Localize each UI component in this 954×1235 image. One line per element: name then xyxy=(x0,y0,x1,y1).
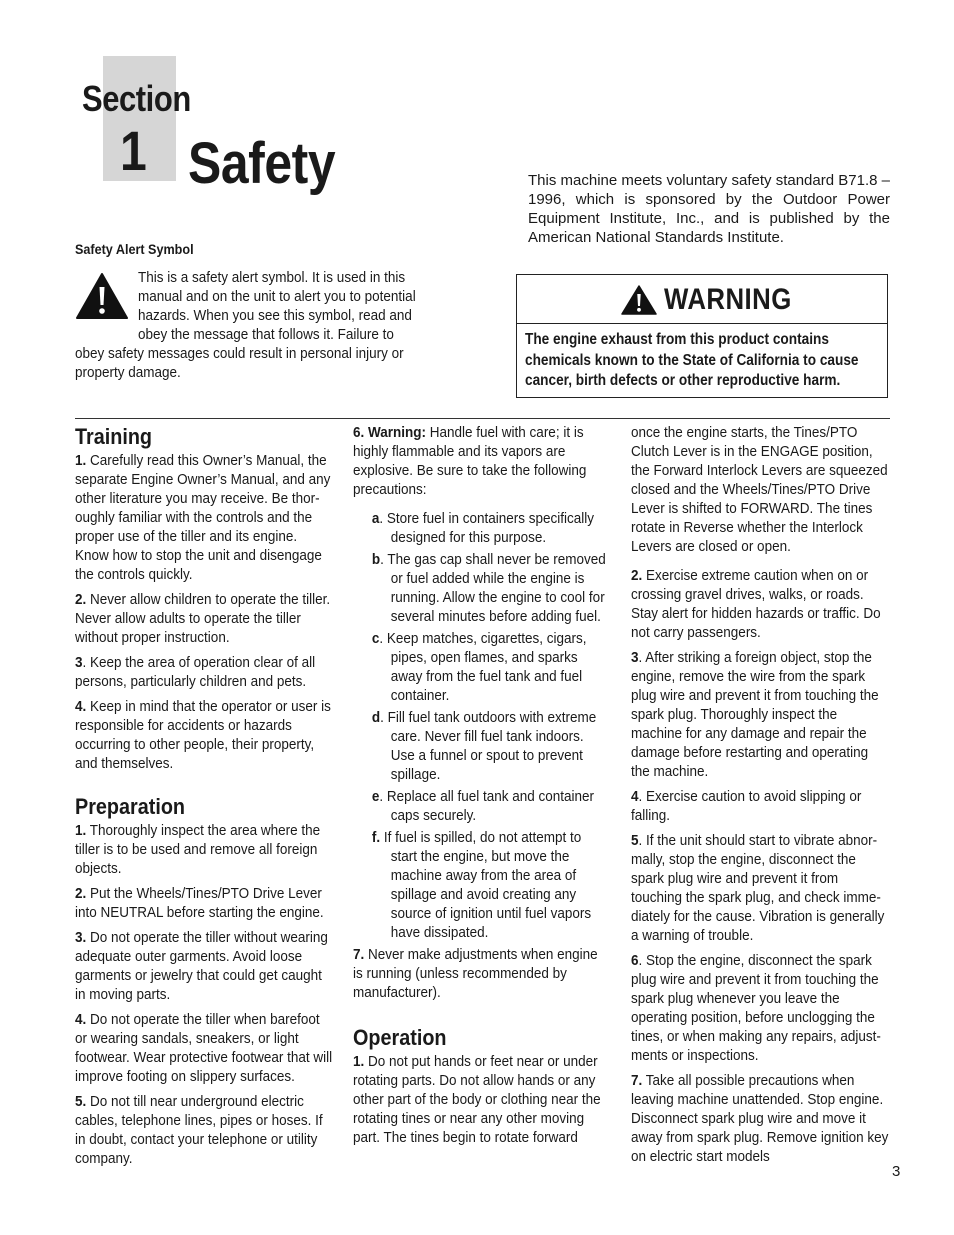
standard-notice: This machine meets voluntary safety standard B71.8 – 1996, which is sponsored by the Outdoor Power Equipment Institute, Inc., and is published by the American National Standards Institute. xyxy=(528,172,890,246)
section-number: 1 xyxy=(120,119,147,182)
safety-alert-text: This is a safety alert symbol. It is used in this manual and on the unit to alert you to potential hazards. When you see this symbol, read and obey the message that follows it. Failure to obey safety messages could result in personal injury or property damage. xyxy=(75,269,416,381)
operation-item-4: 4. Exercise caution to avoid slipping or falling. xyxy=(631,788,862,824)
training-item-1: 1. Carefully read this Owner’s Manual, the separate Engine Owner’s Manual, and any other literature you may receive. Be thor-oughly familiar with the controls and the proper use of the tiller and its engine. Know how to stop the unit and disengage the controls quickly. xyxy=(75,452,331,583)
fuel-precaution-f: f. If fuel is spilled, do not attempt to start the engine, but move the machine away from the area of spillage and avoid creating any source of ignition until fuel vapors have dissipated. xyxy=(371,829,592,941)
operation-item-7: 7. Take all possible precautions when leaving machine unattended. Stop engine. Disconnect spark plug wire and move it away from spark plug. Remove ignition key on electric start models xyxy=(631,1072,889,1165)
fuel-precaution-c: c. Keep matches, cigarettes, cigars, pipes, open flames, and sparks away from the fuel tank and fuel container. xyxy=(371,630,587,704)
operation-item-1-continued: once the engine starts, the Tines/PTO Clutch Lever is in the ENGAGE position, the Forward Interlock Levers are squeezed closed and the Wheels/Tines/PTO Drive Lever is shifted to FORWARD. The tines rotate in Reverse whether the Interlock Levers are closed or open. xyxy=(631,424,888,555)
preparation-item-7: 7. Never make adjustments when engine is running (unless recommended by manufacturer). xyxy=(353,946,598,1001)
preparation-item-3: 3. Do not operate the tiller without wearing adequate outer garments. Avoid loose garments or jewelry that could get caught in moving parts. xyxy=(75,929,328,1003)
preparation-heading: Preparation xyxy=(75,794,186,819)
preparation-item-6: 6. Warning: Handle fuel with care; it is highly flammable and its vapors are explosive. Be sure to take the following precautions: xyxy=(353,424,587,498)
operation-item-5: 5. If the unit should start to vibrate abnor-mally, stop the engine, disconnect the spark plug wire and prevent it from touching the spark plug, and check imme-diately for the cause. Vibration is generally a warning of trouble. xyxy=(631,832,885,944)
preparation-item-1: 1. Thoroughly inspect the area where the tiller is to be used and remove all foreign objects. xyxy=(75,822,321,877)
alert-icon-spacer xyxy=(75,268,138,344)
safety-alert-text-block xyxy=(75,268,455,382)
fuel-precaution-a: a. Store fuel in containers specifically designed for this purpose. xyxy=(371,510,595,546)
fuel-precaution-e: e. Replace all fuel tank and container caps securely. xyxy=(371,788,595,824)
warning-title: WARNING xyxy=(664,283,792,316)
page-number: 3 xyxy=(892,1163,901,1180)
warning-triangle-icon xyxy=(621,285,657,315)
warning-header xyxy=(517,275,887,324)
training-item-3: 3. Keep the area of operation clear of all persons, particularly children and pets. xyxy=(75,654,316,690)
safety-alert-heading: Safety Alert Symbol xyxy=(75,241,194,257)
page-title: Safety xyxy=(188,131,336,196)
column-2 xyxy=(353,423,639,1153)
operation-heading: Operation xyxy=(353,1025,447,1050)
section-divider xyxy=(75,418,890,419)
operation-item-2: 2. Exercise extreme caution when on or crossing gravel drives, walks, or roads. Stay alert for hidden hazards or traffic. Do not carry passengers. xyxy=(631,567,881,641)
fuel-precaution-b: b. The gas cap shall never be removed or fuel added while the engine is running. Allow the engine to cool for several minutes before adding fuel. xyxy=(371,551,606,625)
preparation-item-4: 4. Do not operate the tiller when barefoot or wearing sandals, sneakers, or light footwear. Wear protective footwear that will improve footing on slippery surfaces. xyxy=(75,1011,333,1085)
operation-item-3: 3. After striking a foreign object, stop the engine, remove the wire from the spark plug wire and prevent it from touching the spark plug. Thoroughly inspect the machine for any damage and repair the damage before restarting and operating the machine. xyxy=(631,649,879,780)
training-item-4: 4. Keep in mind that the operator or user is responsible for accidents or hazards occurring to other people, their property, and themselves. xyxy=(75,698,331,772)
preparation-item-5: 5. Do not till near underground electric cables, telephone lines, pipes or hoses. If in doubt, contact your telephone or utility company. xyxy=(75,1093,323,1167)
training-heading: Training xyxy=(75,424,153,449)
operation-item-6: 6. Stop the engine, disconnect the spark plug wire and prevent it from touching the spark plug whenever you leave the operating position, before unclogging the tines, or when making any repairs, adjust-ments or inspections. xyxy=(631,952,881,1064)
warning-text: The engine exhaust from this product contains chemicals known to the State of California to cause cancer, birth defects or other reproductive harm. xyxy=(525,331,859,389)
warning-box xyxy=(516,274,888,398)
column-3 xyxy=(631,423,919,1172)
preparation-item-2: 2. Put the Wheels/Tines/PTO Drive Lever into NEUTRAL before starting the engine. xyxy=(75,885,324,921)
column-1 xyxy=(75,423,361,1174)
training-item-2: 2. Never allow children to operate the tiller. Never allow adults to operate the tiller without proper instruction. xyxy=(75,591,331,646)
fuel-precaution-d: d. Fill fuel tank outdoors with extreme care. Never fill fuel tank indoors. Use a funnel or spout to prevent spillage. xyxy=(371,709,597,783)
operation-item-1: 1. Do not put hands or feet near or under rotating parts. Do not allow hands or any other part of the body or clothing near the rotating tines or near any other moving part. The tines begin to rotate forward xyxy=(353,1053,601,1146)
section-word: Section xyxy=(82,78,191,119)
